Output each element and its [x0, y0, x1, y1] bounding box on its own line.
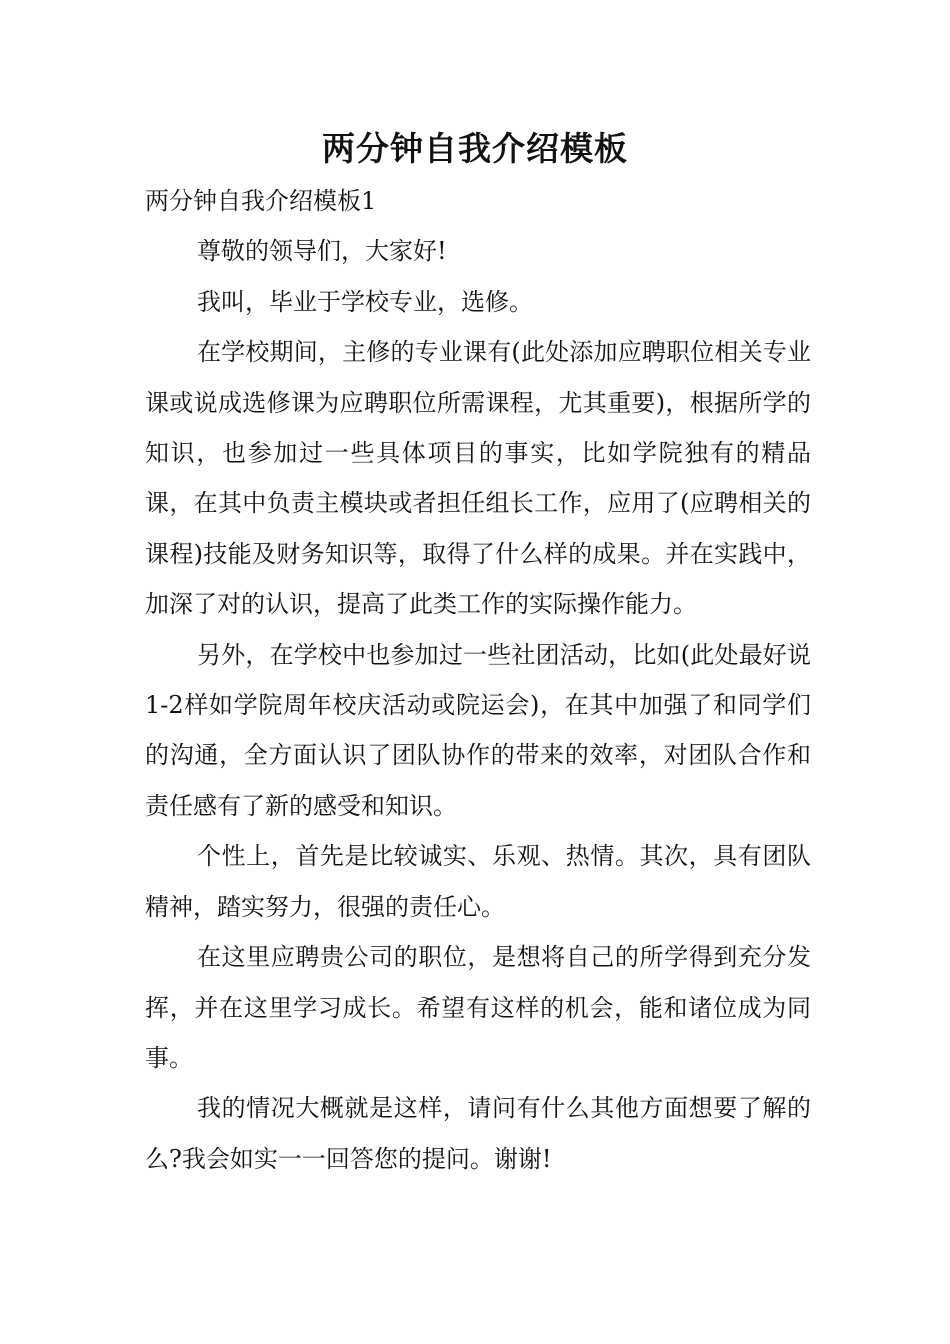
paragraph-studies: 在学校期间，主修的专业课有(此处添加应聘职位相关专业课或说成选修课为应聘职位所需课程，尤其重要)，根据所学的知识，也参加过一些具体项目的事实，比如学院独有的精品课，在其中负责主模块或者担任组长工作，应用了(应聘相关的课程)技能及财务知识等，取得了什么样的成果。并在实践中，加深了对的认识，提高了此类工作的实际操作能力。 [145, 338, 811, 619]
paragraph-motivation: 在这里应聘贵公司的职位，是想将自己的所学得到充分发挥，并在这里学习成长。希望有这样的机会，能和诸位成为同事。 [145, 943, 811, 1072]
document-title: 两分钟自我介绍模板 [322, 129, 628, 168]
paragraph-closing: 我的情况大概就是这样，请问有什么其他方面想要了解的么?我会如实一一回答您的提问。谢谢! [145, 1094, 811, 1173]
paragraph-activities: 另外，在学校中也参加过一些社团活动，比如(此处最好说1-2样如学院周年校庆活动或院运会)，在其中加强了和同学们的沟通，全方面认识了团队协作的带来的效率，对团队合作和责任感有了新的感受和知识。 [145, 640, 811, 820]
section-heading: 两分钟自我介绍模板1 [145, 187, 377, 215]
paragraph-introduction: 我叫，毕业于学校专业，选修。 [197, 287, 533, 316]
paragraph-personality: 个性上，首先是比较诚实、乐观、热情。其次，具有团队精神，踏实努力，很强的责任心。 [145, 842, 811, 921]
document-body [145, 176, 811, 1184]
paragraph-greeting: 尊敬的领导们，大家好! [197, 237, 447, 266]
